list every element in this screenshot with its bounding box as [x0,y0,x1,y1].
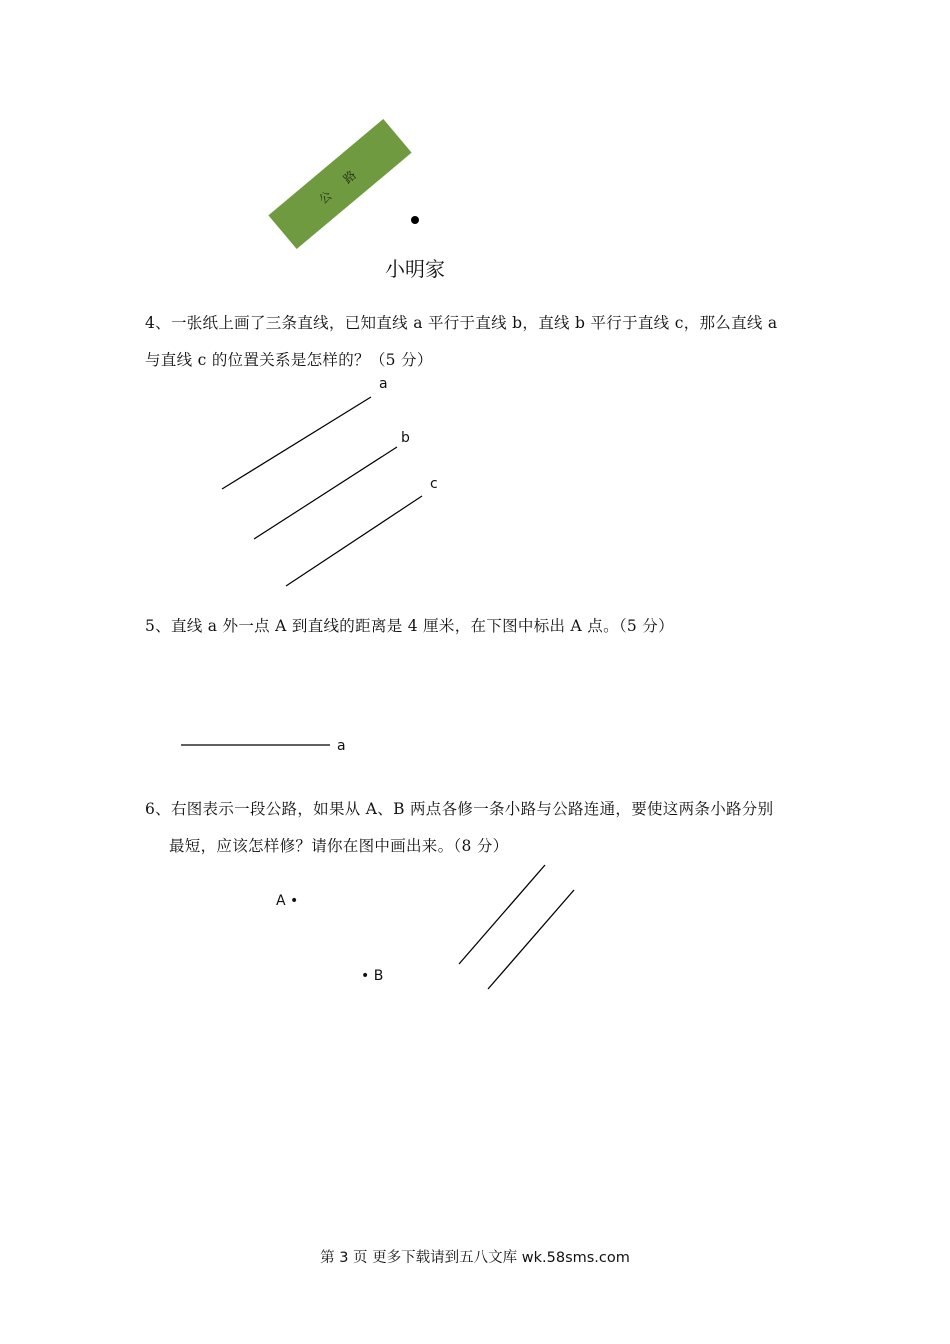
label-a: a [379,376,388,392]
q6-road-line-left [459,865,545,964]
label-b: b [401,430,410,446]
q5-text: 5、直线 a 外一点 A 到直线的距离是 4 厘米，在下图中标出 A 点。（5 分） [145,617,674,635]
q6-line1: 6、右图表示一段公路，如果从 A、B 两点各修一条小路与公路连通，要使这两条小路分别 [145,800,774,818]
point-a-label: A • [276,893,299,909]
road-label: 公 路 [315,162,365,207]
page-footer: 第 3 页 更多下载请到五八文库 wk.58sms.com [320,1250,630,1266]
line-a [222,397,371,489]
line-c [286,496,422,586]
point-b-label: • B [361,968,384,984]
home-label: 小明家 [385,257,445,281]
line-b [254,447,397,539]
label-c: c [430,476,438,492]
q6-road-line-right [488,890,574,989]
q4-line1: 4、一张纸上画了三条直线，已知直线 a 平行于直线 b，直线 b 平行于直线 c，那么直线 a [145,314,778,332]
q4-line2: 与直线 c 的位置关系是怎样的？（5 分） [145,351,433,369]
q5-line-label: a [337,738,346,754]
q6-line2: 最短，应该怎样修？请你在图中画出来。（8 分） [169,837,509,855]
